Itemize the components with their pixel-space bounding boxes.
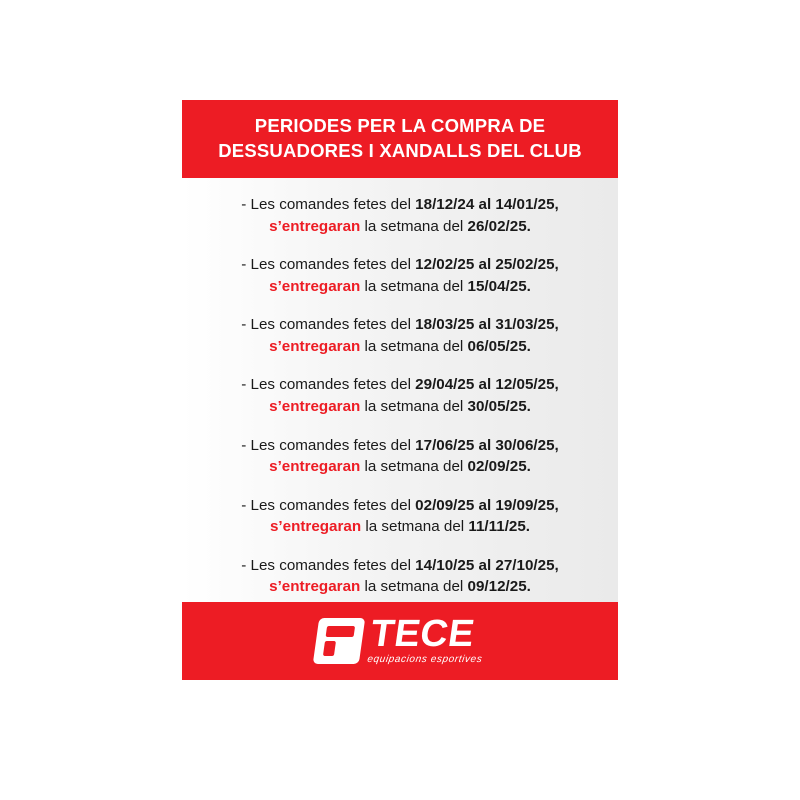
- entry-delivery-word: s’entregaran: [269, 518, 362, 536]
- entry-delivery-week: 15/04/25.: [467, 277, 531, 295]
- list-item: [198, 435, 602, 478]
- tece-logo-icon: [312, 618, 364, 664]
- brand-text: [366, 613, 488, 666]
- list-item: [198, 374, 602, 417]
- header-title-line-2: DESSUADORES I XANDALLS DEL CLUB: [218, 139, 582, 161]
- entry-delivery-word: s’entregaran: [269, 578, 361, 596]
- entry-delivery-word: s’entregaran: [269, 337, 361, 355]
- entry-order-range: 12/02/25 al 25/02/25,: [415, 256, 559, 274]
- entry-delivery-week: 11/11/25.: [468, 518, 531, 536]
- list-item: [198, 555, 602, 598]
- entry-mid: la setmana del: [360, 458, 468, 476]
- entry-delivery-word: s’entregaran: [269, 458, 361, 476]
- list-item: [198, 254, 602, 297]
- entry-order-range: 18/12/24 al 14/01/25,: [415, 195, 559, 213]
- entry-delivery-week: 30/05/25.: [467, 397, 531, 415]
- entry-delivery-week: 09/12/25.: [467, 578, 531, 596]
- entry-delivery-word: s’entregaran: [269, 217, 361, 235]
- list-item: [198, 194, 602, 237]
- entry-delivery-word: s’entregaran: [269, 397, 361, 415]
- poster: [182, 100, 618, 700]
- entry-order-range: 02/09/25 al 19/09/25,: [415, 496, 559, 514]
- entry-order-range: 14/10/25 al 27/10/25,: [415, 556, 559, 574]
- entry-delivery-week: 02/09/25.: [467, 458, 531, 476]
- entry-order-range: 17/06/25 al 30/06/25,: [415, 436, 559, 454]
- list-item: [198, 495, 602, 538]
- entry-delivery-week: 06/05/25.: [467, 337, 531, 355]
- header-title-line-1: PERIODES PER LA COMPRA DE: [254, 115, 546, 136]
- entry-lead: - Les comandes fetes del: [241, 316, 416, 334]
- brand-tagline: equipacions esportives: [366, 654, 483, 666]
- entry-delivery-week: 26/02/25.: [467, 217, 531, 235]
- poster-footer: [182, 602, 618, 680]
- list-item: [198, 314, 602, 357]
- entry-lead: - Les comandes fetes del: [241, 496, 416, 514]
- entry-mid: la setmana del: [360, 277, 468, 295]
- entry-delivery-word: s’entregaran: [269, 277, 361, 295]
- periods-list: [182, 178, 618, 602]
- poster-header: [182, 100, 618, 178]
- entry-lead: - Les comandes fetes del: [241, 436, 416, 454]
- brand-name: TECE: [367, 613, 477, 656]
- entry-order-range: 29/04/25 al 12/05/25,: [415, 376, 559, 394]
- entry-order-range: 18/03/25 al 31/03/25,: [415, 316, 559, 334]
- entry-mid: la setmana del: [360, 337, 468, 355]
- entry-lead: - Les comandes fetes del: [241, 376, 416, 394]
- brand-logo: [316, 613, 485, 666]
- entry-mid: la setmana del: [360, 217, 468, 235]
- entry-lead: - Les comandes fetes del: [241, 256, 416, 274]
- entry-lead: - Les comandes fetes del: [241, 195, 416, 213]
- entry-mid: la setmana del: [360, 397, 468, 415]
- entry-lead: - Les comandes fetes del: [241, 556, 416, 574]
- entry-mid: la setmana del: [360, 578, 468, 596]
- entry-mid: la setmana del: [361, 518, 469, 536]
